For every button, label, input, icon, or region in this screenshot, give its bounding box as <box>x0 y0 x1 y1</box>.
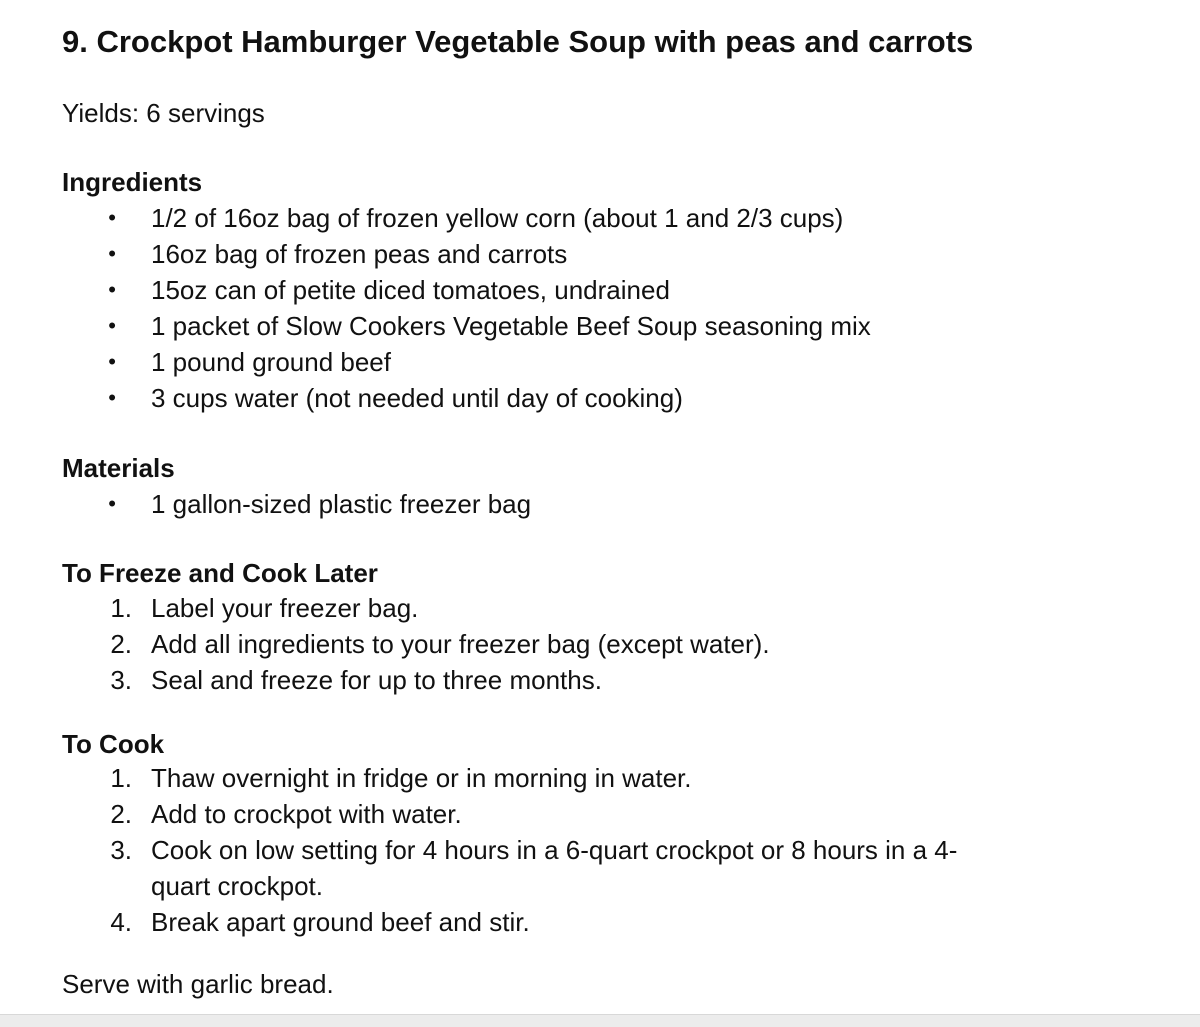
step-number: 2. <box>110 799 132 829</box>
list-item <box>0 272 871 308</box>
bullet-marker: • <box>108 277 116 302</box>
list-item <box>0 200 871 236</box>
freeze-heading: To Freeze and Cook Later <box>62 558 378 588</box>
bullet-marker: • <box>108 241 116 266</box>
list-item <box>0 344 871 380</box>
serving-note: Serve with garlic bread. <box>62 969 334 999</box>
ingredient-text: 1 packet of Slow Cookers Vegetable Beef Soup seasoning mix <box>151 311 871 341</box>
list-item <box>0 760 957 796</box>
step-number: 3. <box>110 835 132 865</box>
step-text: Cook on low setting for 4 hours in a 6-quart crockpot or 8 hours in a 4- <box>151 835 958 865</box>
list-item <box>0 590 770 626</box>
step-number: 3. <box>110 665 132 695</box>
step-text: Add all ingredients to your freezer bag (except water). <box>151 629 770 659</box>
freeze-steps <box>0 590 770 698</box>
materials-heading: Materials <box>62 453 175 483</box>
ingredients-heading: Ingredients <box>62 167 203 197</box>
bullet-marker: • <box>108 385 116 410</box>
recipe-title: 9. Crockpot Hamburger Vegetable Soup with peas and carrots <box>62 24 974 59</box>
list-item <box>0 308 871 344</box>
list-item <box>0 236 871 272</box>
bullet-marker: • <box>108 205 116 230</box>
step-text: Break apart ground beef and stir. <box>151 907 530 937</box>
step-number: 4. <box>110 907 132 937</box>
bullet-marker: • <box>108 491 116 516</box>
yields-text: Yields: 6 servings <box>62 98 265 128</box>
list-item <box>0 380 871 416</box>
list-item <box>0 486 531 522</box>
ingredient-text: 16oz bag of frozen peas and carrots <box>151 239 568 269</box>
list-item <box>0 832 957 904</box>
step-text: Thaw overnight in fridge or in morning in water. <box>151 763 692 793</box>
list-item <box>0 626 770 662</box>
ingredient-text: 1/2 of 16oz bag of frozen yellow corn (about 1 and 2/3 cups) <box>151 203 844 233</box>
cook-steps <box>0 760 957 940</box>
list-item <box>0 904 957 940</box>
material-text: 1 gallon-sized plastic freezer bag <box>151 489 532 519</box>
step-text: Add to crockpot with water. <box>151 799 462 829</box>
ingredient-text: 1 pound ground beef <box>151 347 391 377</box>
step-text: Label your freezer bag. <box>151 593 419 623</box>
page-bottom-edge <box>0 1014 1200 1027</box>
ingredients-list <box>0 200 871 416</box>
list-item <box>0 796 957 832</box>
cook-heading: To Cook <box>62 729 165 759</box>
step-number: 1. <box>110 593 132 623</box>
step-text: Seal and freeze for up to three months. <box>151 665 602 695</box>
ingredient-text: 15oz can of petite diced tomatoes, undrained <box>151 275 670 305</box>
ingredient-text: 3 cups water (not needed until day of cooking) <box>151 383 683 413</box>
bullet-marker: • <box>108 313 116 338</box>
list-item <box>0 662 770 698</box>
bullet-marker: • <box>108 349 116 374</box>
step-number: 2. <box>110 629 132 659</box>
step-number: 1. <box>110 763 132 793</box>
step-text-continued: quart crockpot. <box>151 871 323 901</box>
materials-list <box>0 486 531 522</box>
